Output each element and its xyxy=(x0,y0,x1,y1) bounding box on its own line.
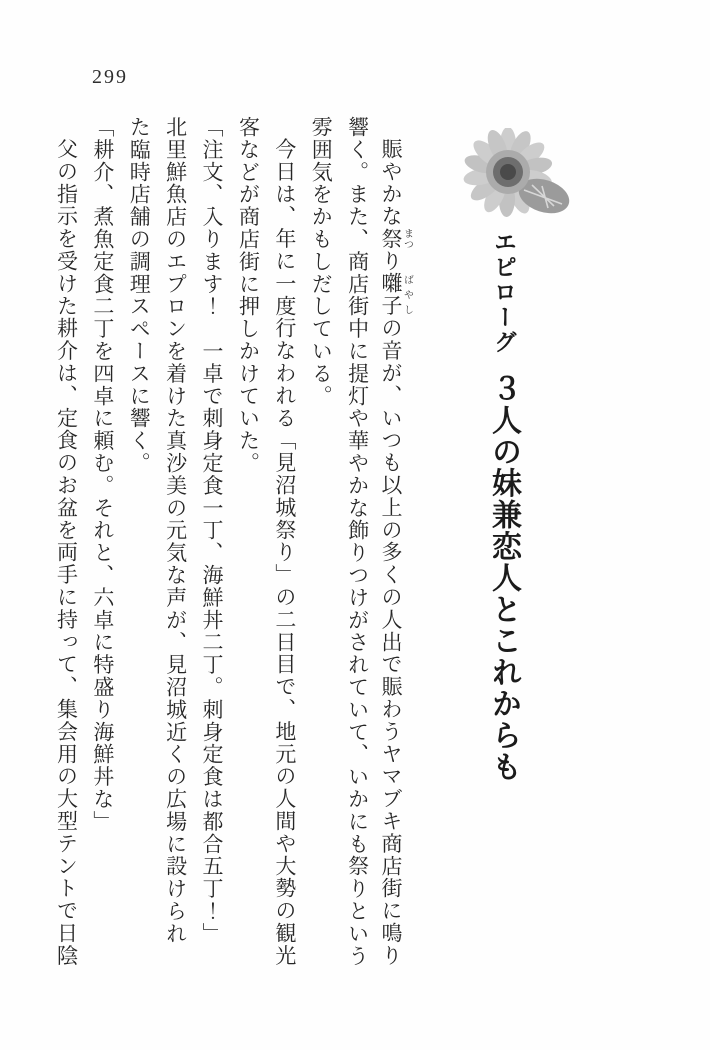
text-column: 父の指示を受けた耕介は、定食のお盆を両手に持って、集会用の大型テントで日陰 xyxy=(54,138,79,967)
flower-icon xyxy=(462,128,580,230)
body-text xyxy=(46,116,412,1036)
text-column: 賑やかな祭まつり囃子ばやしの音が、いつも以上の多くの人出で賑わうヤマブキ商店街に鳴り xyxy=(379,138,413,967)
chapter-label: エピローグ xyxy=(491,230,516,355)
text-column: 「耕介、煮魚定食二丁を四卓に頼む。それと、六卓に特盛り海鮮丼な」 xyxy=(90,116,115,833)
text-column: 「注文、入ります！ 一卓で刺身定食一丁、海鮮丼二丁。刺身定食は都合五丁！」 xyxy=(200,116,225,945)
text-column: 客などが商店街に押しかけていた。 xyxy=(236,116,261,475)
page-number: 299 xyxy=(92,66,128,88)
text-column: た臨時店舗の調理スペースに響く。 xyxy=(127,116,152,475)
text-column: 北里鮮魚店のエプロンを着けた真沙美の元気な声が、見沼城近くの広場に設けられ xyxy=(163,116,188,945)
chapter-heading xyxy=(488,230,518,1020)
text-column: 雰囲気をかもしだしている。 xyxy=(309,116,334,408)
chapter-title: ３人の妹兼恋人とこれからも xyxy=(487,373,520,783)
text-column: 今日は、年に一度行なわれる「見沼城祭り」の二日目で、地元の人間や大勢の観光 xyxy=(272,138,297,967)
ruby-annotated-text: 祭まつ xyxy=(379,227,413,251)
ruby-annotated-text: 囃子ばやし xyxy=(379,272,413,318)
text-column: 響く。また、商店街中に提灯や華やかな飾りつけがされていて、いかにも祭りという xyxy=(345,116,370,968)
